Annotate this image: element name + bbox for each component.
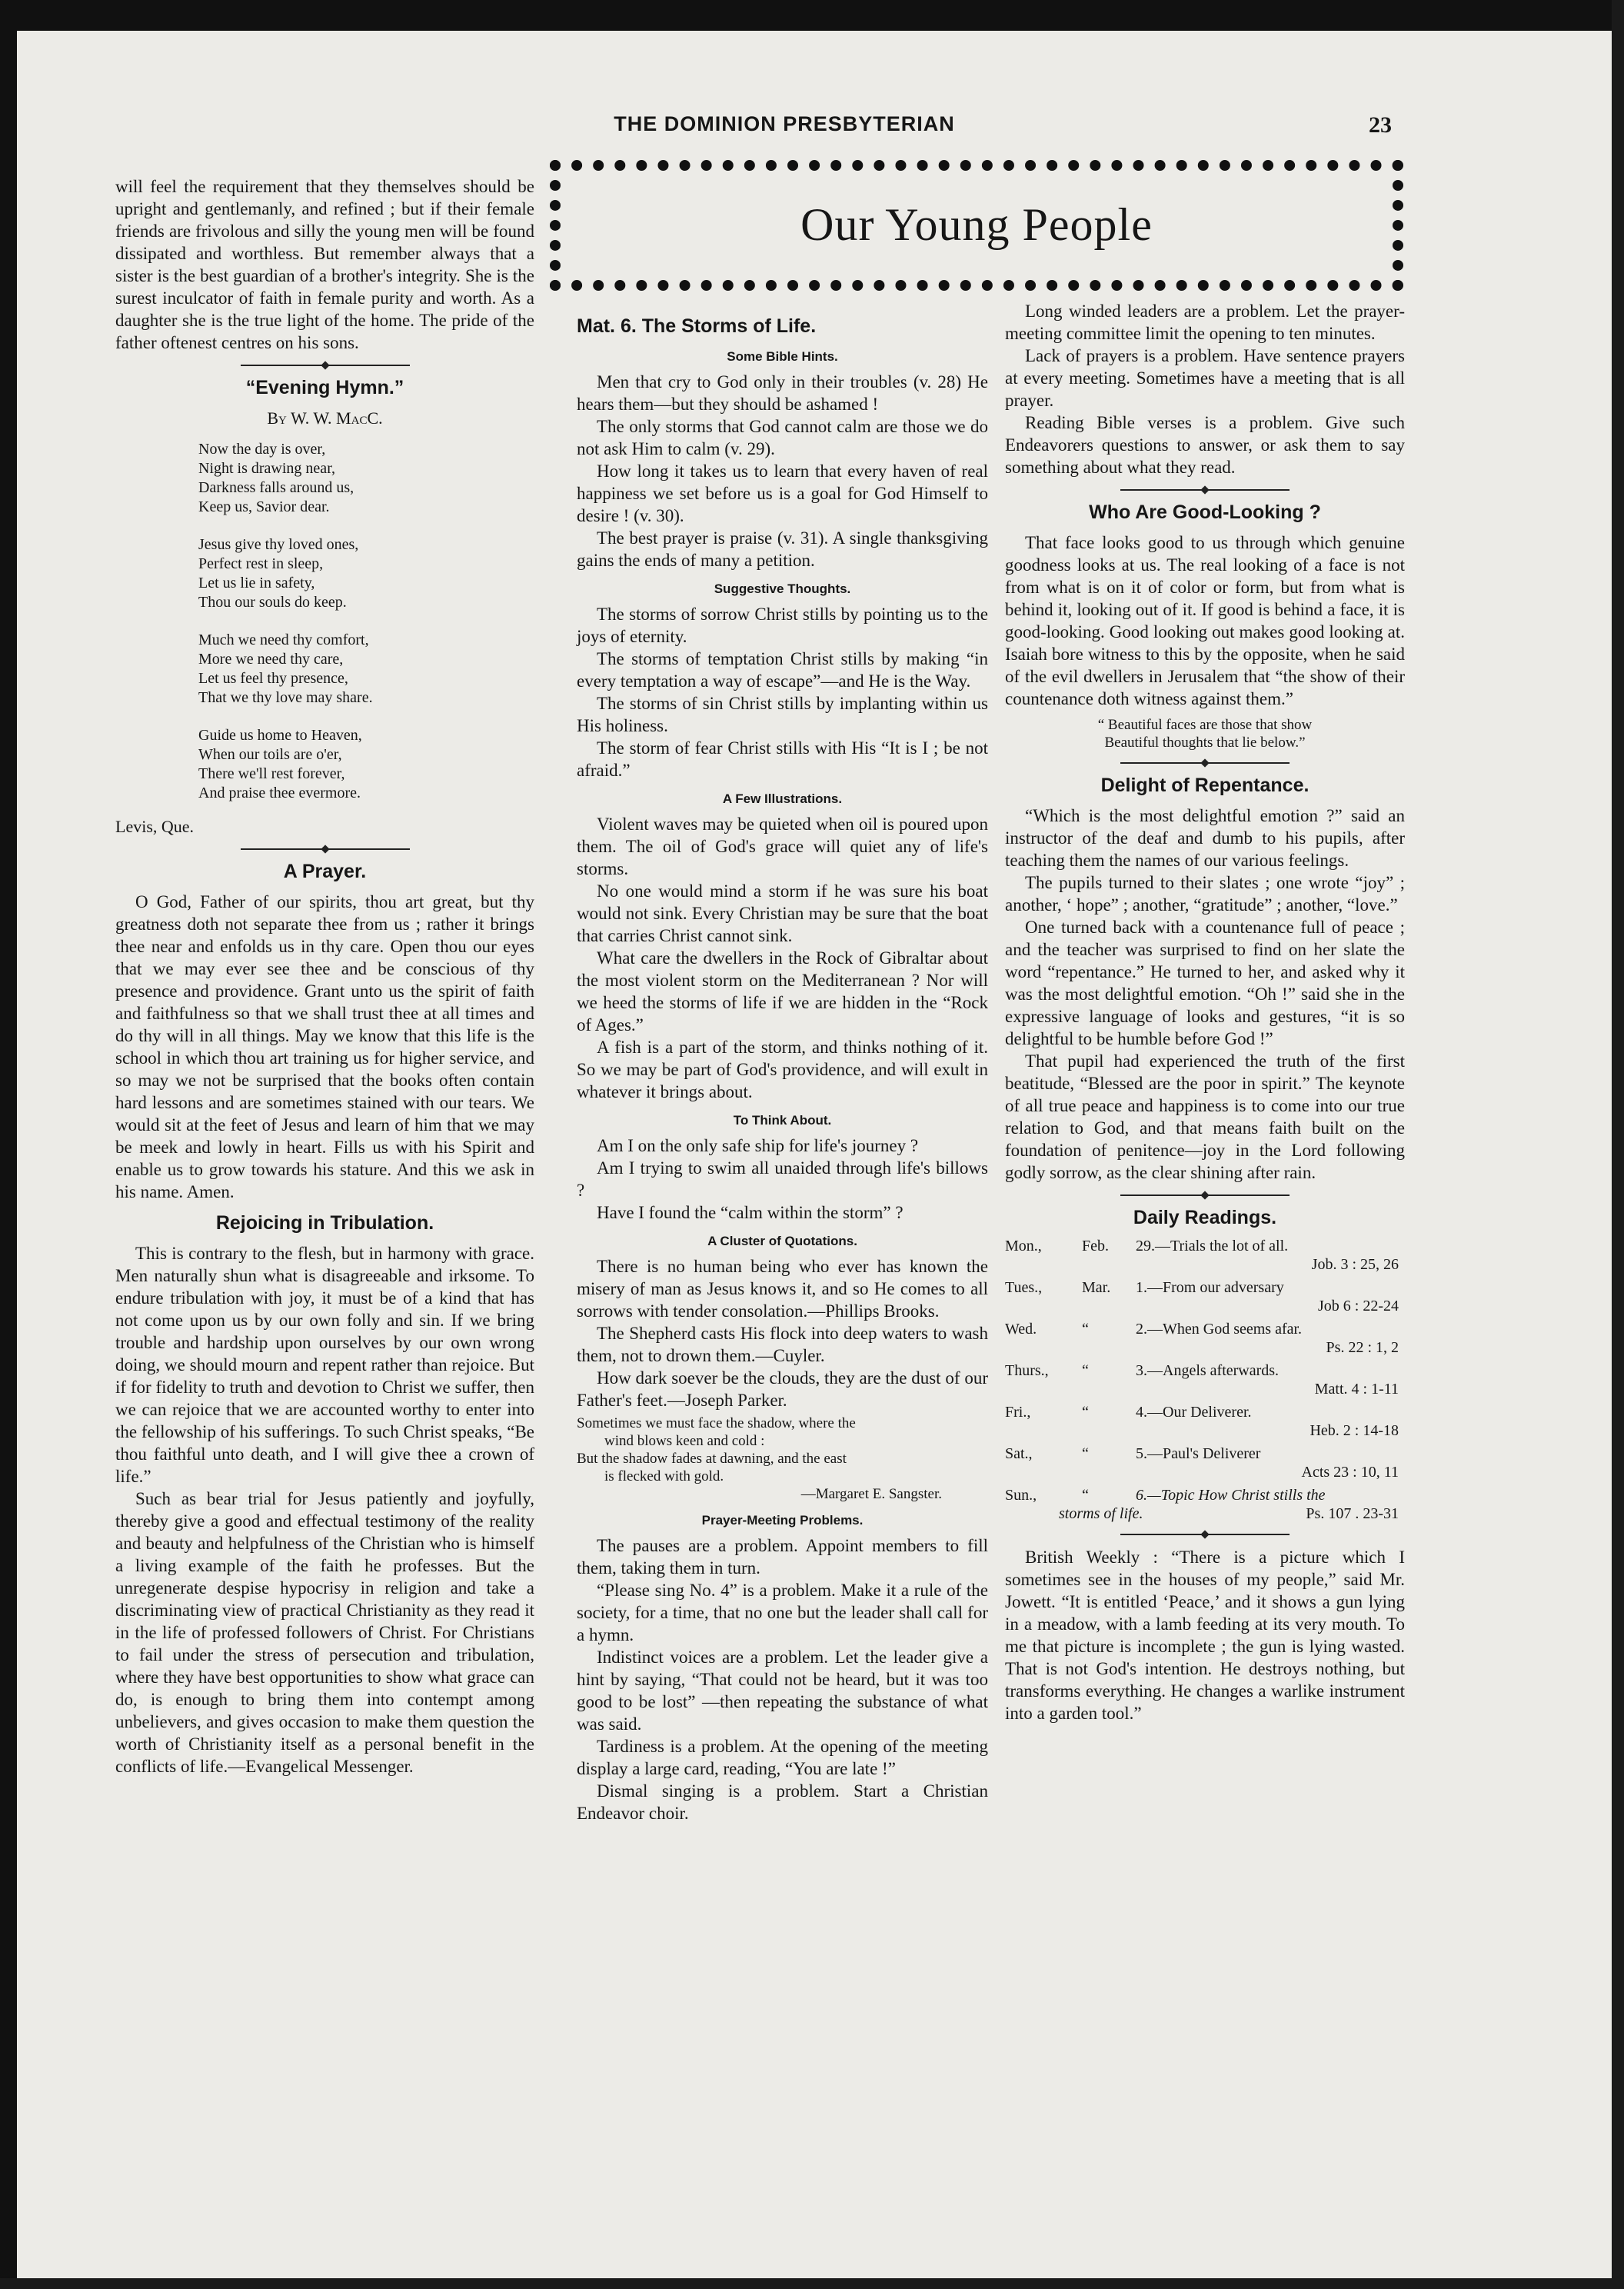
scan-edge-bottom bbox=[0, 2278, 1624, 2289]
repentance-paragraph: The pupils turned to their slates ; one wrote “joy” ; another, ‘ hope” ; another, “gratitude” ; another, “love.” bbox=[1005, 873, 1405, 915]
quotations-heading: A Cluster of Quotations. bbox=[707, 1234, 857, 1248]
poem-line: But the shadow fades at dawning, and the east bbox=[577, 1451, 847, 1467]
prayer-title: A Prayer. bbox=[283, 861, 367, 882]
good-looking-paragraph: That face looks good to us through which genuine goodness looks at us. The real looking of a face is not from what is on it of color or form, but from what is behind it, looking out of it. If good is behind a face, it is good-looking. Good looking out makes good looking at. Isaiah bore witness to this by the opposite, when he said of the evil dwellers in Jerusalem that “the show of their countenance doth witness against them.” bbox=[1005, 533, 1405, 708]
poem-line: That we thy love may share. bbox=[198, 689, 373, 706]
daily-readings-list bbox=[1005, 1237, 1405, 1523]
scan-edge-right bbox=[1612, 0, 1624, 2289]
hymn-title: “Evening Hymn.” bbox=[245, 377, 404, 398]
reading-reference: Ps. 107 . 23-31 bbox=[1306, 1505, 1399, 1522]
problem-paragraph: Long winded leaders are a problem. Let the prayer-meeting committee limit the opening to ten minutes. bbox=[1005, 302, 1405, 343]
reading-text: 1.—From our adversary bbox=[1136, 1279, 1284, 1296]
reading-text: 3.—Angels afterwards. bbox=[1136, 1362, 1280, 1379]
reading-text: 6.—Topic How Christ stills the bbox=[1136, 1487, 1326, 1504]
reading-reference: Job 6 : 22-24 bbox=[1318, 1298, 1399, 1314]
problem-paragraph: Reading Bible verses is a problem. Give such Endeavorers questions to answer, or ask them to say something about what they read. bbox=[1005, 413, 1405, 477]
section-banner bbox=[550, 160, 1403, 291]
reading-day: Sat., bbox=[1005, 1445, 1033, 1462]
rejoicing-paragraph: Such as bear trial for Jesus patiently and joyfully, thereby give a good and effectual testimony of the reality and beauty and helpfulness of the Christian who is himself a living example of the faith he professes. But the unregenerate despise hypocrisy in religion and take a discriminating view of practical Christianity as they read it in the life of professed followers of Christ. For Christians to fail under the stress of persecution and tribulation, where they have best opportunities to show what grace can do, is enough to bring them into contempt among unbelievers, and gives occasion to make them question the worth of Christianity itself as a personal benefit in the conflicts of life.—Evangelical Messenger. bbox=[115, 1489, 534, 1776]
list-item bbox=[1005, 1237, 1405, 1274]
repentance-paragraph: “Which is the most delightful emotion ?” said an instructor of the deaf and dumb to his pupils, after teaching them the names of our various feelings. bbox=[1005, 806, 1405, 870]
list-item bbox=[1005, 1403, 1405, 1440]
think-paragraph: Have I found the “calm within the storm” ? bbox=[597, 1203, 904, 1222]
poem-line: Darkness falls around us, bbox=[198, 479, 354, 496]
beautiful-quote bbox=[1005, 716, 1405, 751]
think-paragraph: Am I on the only safe ship for life's journey ? bbox=[597, 1136, 919, 1155]
poem-line: wind blows keen and cold : bbox=[604, 1433, 765, 1449]
publication-title: THE DOMINION PRESBYTERIAN bbox=[614, 112, 955, 135]
quote-line: Beautiful thoughts that lie below.” bbox=[1104, 735, 1306, 751]
reading-month: Feb. bbox=[1082, 1238, 1109, 1254]
poem-line: Sometimes we must face the shadow, where the bbox=[577, 1415, 856, 1431]
scan-edge-left bbox=[0, 0, 17, 2289]
reading-month: “ bbox=[1082, 1362, 1089, 1379]
hint-paragraph: How long it takes us to learn that every haven of real happiness we set before us is a goal for God Himself to desire ! (v. 30). bbox=[577, 461, 988, 525]
poem-line: Night is drawing near, bbox=[198, 460, 336, 477]
hymn-poem bbox=[198, 440, 534, 803]
section-title: Our Young People bbox=[800, 199, 1153, 250]
illustration-paragraph: What care the dwellers in the Rock of Gibraltar about the most violent storm on the Mediterranean ? Nor will we heed the storms of life if we are hidden in the “Rock of Ages.” bbox=[577, 948, 988, 1035]
thought-paragraph: The storms of temptation Christ stills by making “in every temptation a way of escape”—and He is the Way. bbox=[577, 649, 988, 691]
hint-paragraph: Men that cry to God only in their troubles (v. 28) He hears them—but they should be ashamed ! bbox=[577, 372, 988, 414]
problem-paragraph: Indistinct voices are a problem. Let the leader give a hint by saying, “That could not be heard, but it was too good to be lost” —then repeating the substance of what was said. bbox=[577, 1648, 988, 1734]
divider bbox=[1120, 489, 1290, 491]
repentance-paragraph: One turned back with a countenance full of peace ; and the teacher was surprised to find on her slate the word “repentance.” He turned to her, and asked why it was the most delightful emotion. “Oh !” said she in the expressive language of looks and gestures, “it is so delightful to be humble before God !” bbox=[1005, 918, 1405, 1048]
poem-line: is flecked with gold. bbox=[604, 1468, 724, 1484]
storms-title: Mat. 6. The Storms of Life. bbox=[577, 315, 817, 337]
illustrations-heading: A Few Illustrations. bbox=[722, 791, 843, 806]
poem-line: More we need thy care, bbox=[198, 651, 344, 668]
reading-reference: Heb. 2 : 14-18 bbox=[1310, 1422, 1399, 1439]
thought-paragraph: The storms of sorrow Christ stills by pointing us to the joys of eternity. bbox=[577, 605, 988, 646]
quotation-paragraph: There is no human being who ever has known the misery of man as Jesus knows it, and so He comes to all sorrows with tender consolation.—Phillips Brooks. bbox=[577, 1257, 988, 1321]
sangster-poem bbox=[577, 1414, 988, 1503]
good-looking-title: Who Are Good-Looking ? bbox=[1089, 501, 1321, 523]
illustration-paragraph: A fish is a part of the storm, and thinks nothing of it. So we may be part of God's providence, and will exult in whatever it brings about. bbox=[577, 1038, 988, 1101]
poem-line: Let us lie in safety, bbox=[198, 575, 315, 591]
prayer-paragraph: O God, Father of our spirits, thou art great, but thy greatness doth not separate thee from us ; rather it brings thee near and enfolds us in thy care. Open thou our eyes that we may ever see thee and be conscious of thy presence and providence. Grant unto us the spirit of faith and faithfulness so that we shall trust thee at all times and do thy will in all things. May we know that this life is the school in which thou art training us for higher service, and so may we not be surprised that the books often contain hard lessons and are sometimes stained with our tears. We would sit at the feet of Jesus and learn of him that we may be meek and lowly in heart. Fills us with his Spirit and enable us to grow towards his stature. And this we ask in his name. Amen. bbox=[115, 892, 534, 1201]
reading-day: Wed. bbox=[1005, 1321, 1037, 1338]
reading-text-continued: storms of life. bbox=[1059, 1505, 1143, 1522]
divider bbox=[1120, 1534, 1290, 1535]
poem-line: Thou our souls do keep. bbox=[198, 594, 347, 611]
list-item bbox=[1005, 1320, 1405, 1357]
problem-paragraph: “Please sing No. 4” is a problem. Make it a rule of the society, for a time, that no one but the leader shall call for a hymn. bbox=[577, 1581, 988, 1644]
illustration-paragraph: Violent waves may be quieted when oil is poured upon them. The oil of God's grace will quiet any of life's storms. bbox=[577, 815, 988, 878]
poem-attribution: —Margaret E. Sangster. bbox=[800, 1486, 942, 1502]
reading-month: Mar. bbox=[1082, 1279, 1111, 1296]
problem-paragraph: Lack of prayers is a problem. Have sentence prayers at every meeting. Sometimes have a meeting that is all prayer. bbox=[1005, 346, 1405, 410]
hints-heading: Some Bible Hints. bbox=[727, 349, 838, 364]
poem-line: Keep us, Savior dear. bbox=[198, 498, 330, 515]
think-heading: To Think About. bbox=[733, 1113, 832, 1128]
list-item bbox=[1005, 1361, 1405, 1398]
stanza-2 bbox=[198, 535, 534, 612]
thoughts-heading: Suggestive Thoughts. bbox=[714, 581, 851, 596]
stanza-3 bbox=[198, 631, 534, 708]
reading-month: “ bbox=[1082, 1404, 1089, 1421]
reading-reference: Job. 3 : 25, 26 bbox=[1311, 1256, 1399, 1273]
reading-day: Fri., bbox=[1005, 1404, 1031, 1421]
problem-paragraph: Tardiness is a problem. At the opening of the meeting display a large card, reading, “You are late !” bbox=[577, 1737, 988, 1778]
reading-reference: Ps. 22 : 1, 2 bbox=[1326, 1339, 1399, 1356]
hint-paragraph: The best prayer is praise (v. 31). A single thanksgiving gains the ends of many a petition. bbox=[577, 528, 988, 570]
problems-heading: Prayer-Meeting Problems. bbox=[701, 1513, 864, 1528]
column-left bbox=[115, 175, 534, 1778]
reading-text: 5.—Paul's Deliverer bbox=[1136, 1445, 1261, 1462]
hymn-byline: By W. W. MacC. bbox=[267, 408, 383, 428]
page-number: 23 bbox=[1369, 112, 1392, 138]
poem-line: Perfect rest in sleep, bbox=[198, 555, 324, 572]
reading-reference: Matt. 4 : 1-11 bbox=[1314, 1381, 1399, 1398]
scan-edge-top bbox=[0, 0, 1624, 31]
reading-reference: Acts 23 : 10, 11 bbox=[1301, 1464, 1399, 1481]
thought-paragraph: The storms of sin Christ stills by implanting within us His holiness. bbox=[577, 694, 988, 735]
quotation-paragraph: The Shepherd casts His flock into deep waters to wash them, not to drown them.—Cuyler. bbox=[577, 1324, 988, 1365]
rejoicing-paragraph: This is contrary to the flesh, but in harmony with grace. Men naturally shun what is disagreeable and irksome. To endure tribulation with joy, it must be of a kind that has not come upon us by our own folly and sin. If we bring trouble and hardship upon ourselves by our own wrong doing, we should mourn and repent rather than rejoice. But if for fidelity to truth and devotion to Christ we suffer, then we can rejoice that we are accounted worthy to enter into the fellowship of his sufferings. To such Christ speaks, “Be thou faithful unto death, and I will give thee a crown of life.” bbox=[115, 1244, 535, 1486]
column-middle bbox=[577, 306, 988, 1824]
divider bbox=[1120, 1194, 1290, 1196]
reading-day: Mon., bbox=[1005, 1238, 1042, 1254]
reading-month: “ bbox=[1082, 1445, 1089, 1462]
reading-day: Tues., bbox=[1005, 1279, 1043, 1296]
poem-line: There we'll rest forever, bbox=[198, 765, 345, 782]
reading-text: 29.—Trials the lot of all. bbox=[1136, 1238, 1289, 1254]
rejoicing-title: Rejoicing in Tribulation. bbox=[215, 1212, 434, 1234]
problem-paragraph: The pauses are a problem. Appoint members to fill them, taking them in turn. bbox=[577, 1536, 988, 1578]
poem-line: Jesus give thy loved ones, bbox=[198, 536, 359, 553]
reading-month: “ bbox=[1082, 1487, 1089, 1504]
repentance-title: Delight of Repentance. bbox=[1100, 775, 1310, 796]
divider bbox=[1120, 762, 1290, 764]
stanza-4 bbox=[198, 726, 534, 803]
poem-line: Much we need thy comfort, bbox=[198, 631, 369, 648]
divider bbox=[241, 365, 410, 366]
reading-text: 4.—Our Deliverer. bbox=[1136, 1404, 1252, 1421]
poem-line: Now the day is over, bbox=[198, 441, 326, 458]
problem-paragraph: Dismal singing is a problem. Start a Christian Endeavor choir. bbox=[577, 1781, 988, 1823]
poem-line: When our toils are o'er, bbox=[198, 746, 342, 763]
poem-line: And praise thee evermore. bbox=[198, 785, 361, 801]
list-item bbox=[1005, 1486, 1405, 1523]
reading-text: 2.—When God seems afar. bbox=[1136, 1321, 1303, 1338]
reading-month: “ bbox=[1082, 1321, 1089, 1338]
quote-line: “ Beautiful faces are those that show bbox=[1097, 717, 1313, 733]
column-right bbox=[1005, 300, 1405, 1724]
poem-line: Guide us home to Heaven, bbox=[198, 727, 362, 744]
illustration-paragraph: No one would mind a storm if he was sure his boat would not sink. Every Christian may be sure that the boat that carries Christ cannot sink. bbox=[577, 881, 988, 945]
think-paragraph: Am I trying to swim all unaided through life's billows ? bbox=[577, 1158, 988, 1200]
hint-paragraph: The only storms that God cannot calm are those we do not ask Him to calm (v. 29). bbox=[577, 417, 988, 458]
stanza-1 bbox=[198, 440, 534, 517]
readings-title: Daily Readings. bbox=[1133, 1207, 1277, 1228]
intro-paragraph: will feel the requirement that they themselves should be upright and gentlemanly, and refined ; but if their female friends are frivolous and silly the young men will be found dissipated and worthless. But remember always that a sister is the best guardian of a brother's integrity. She is the surest inculcator of faith in female purity and worth. As a daughter she is the true light of the home. The pride of the father oftenest centres on his sons. bbox=[115, 177, 534, 352]
list-item bbox=[1005, 1444, 1405, 1481]
list-item bbox=[1005, 1278, 1405, 1315]
thought-paragraph: The storm of fear Christ stills with His “It is I ; be not afraid.” bbox=[577, 738, 988, 780]
reading-day: Sun., bbox=[1005, 1487, 1037, 1504]
divider bbox=[241, 848, 410, 850]
hymn-place: Levis, Que. bbox=[115, 817, 195, 836]
poem-line: Let us feel thy presence, bbox=[198, 670, 348, 687]
weekly-paragraph: British Weekly : “There is a picture which I sometimes see in the houses of my people,” said Mr. Jowett. “It is entitled ‘Peace,’ and it shows a gun lying in a meadow, with a lamb feeding at its very mouth. To me that picture is incomplete ; the gun is lying wasted. That is not God's intention. He destroys nothing, but transforms everything. He changes a warlike instrument into a garden tool.” bbox=[1005, 1548, 1405, 1723]
repentance-paragraph: That pupil had experienced the truth of the first beatitude, “Blessed are the poor in spirit.” The keynote of all true peace and happiness is to come into our true relation to God, and that means faith built on the foundation of penitence—joy in the Lord following godly sorrow, as the clear shining after rain. bbox=[1005, 1051, 1405, 1182]
quotation-paragraph: How dark soever be the clouds, they are the dust of our Father's feet.—Joseph Parker. bbox=[577, 1368, 988, 1410]
reading-day: Thurs., bbox=[1005, 1362, 1049, 1379]
